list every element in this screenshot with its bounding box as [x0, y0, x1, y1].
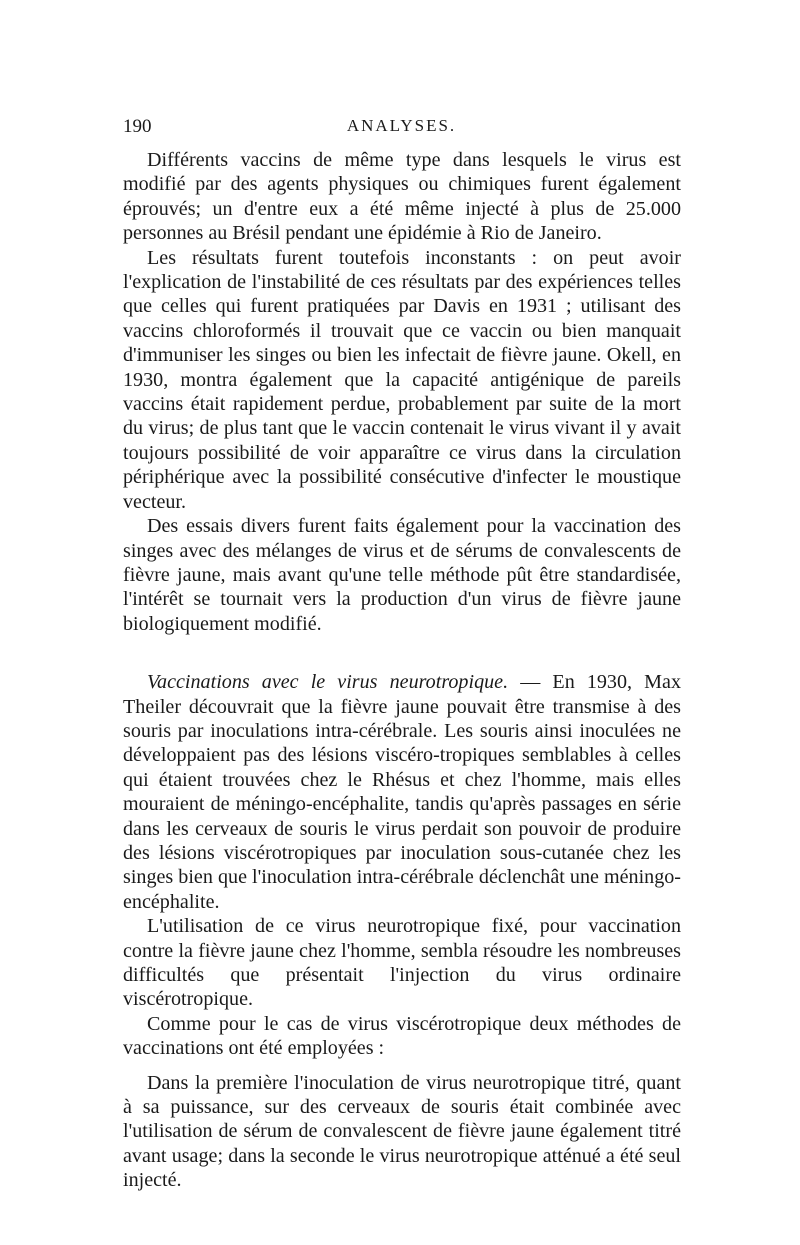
running-head: ANALYSES. [346, 116, 457, 135]
page-header [123, 116, 680, 142]
paragraph-resultats: Les résultats furent toutefois inconstants : on peut avoir l'explication de l'instabilité de ces résultats par des expériences telles que celles qui furent pratiquées par Davis en 1931 ; utilisant des vaccins chloroformés il trouvait que ce vaccin ou bien manquait d'immuniser les singes ou bien les infectait de fièvre jaune. Okell, en 1930, montra également que la capacité antigénique de pareils vaccins était rapidement perdue, probablement par suite de la mort du virus; de plus tant que le vaccin contenait le virus vivant il y avait toujours possibilité de voir apparaître ce virus dans la circulation périphérique avec la possibilité consécutive d'infecter le moustique vecteur. [123, 246, 681, 513]
paragraph-essais: Des essais divers furent faits également pour la vaccination des singes avec des mélanges de virus et de sérums de convalescents de fièvre jaune, mais avant qu'une telle méthode pût être standardisée, l'intérêt se tournait vers la production d'un virus de fièvre jaune biologiquement modifié. [123, 515, 681, 635]
section-lead-text: — En 1930, Max Theiler découvrait que la fièvre jaune pouvait être transmise à des souris par inoculations intra-cérébrale. Les souris ainsi inoculées ne développaient pas des lésions viscéro-tropiques semblables à celles qui étaient trouvées chez le Rhésus et chez l'homme, mais elles mouraient de méningo-encéphalite, tandis qu'après passages en série dans les cerveaux de souris le virus perdait son pouvoir de produire des lésions viscérotropiques par inoculation sous-cutanée chez les singes bien que l'inoculation intra-cérébrale déclenchât une méningo-encéphalite. [123, 671, 681, 913]
paragraph-methodes: Comme pour le cas de virus viscérotropique deux méthodes de vaccinations ont été employées : [123, 1012, 681, 1060]
section-paragraph-neurotropique [123, 670, 681, 914]
section-title: Vaccinations avec le virus neurotropique. [147, 671, 509, 694]
paragraph-utilisation: L'utilisation de ce virus neurotropique fixé, pour vaccination contre la fièvre jaune chez l'homme, sembla résoudre les nombreuses difficultés que présentait l'injection du virus ordinaire viscérotropique. [123, 915, 681, 1011]
paragraph-premiere: Dans la première l'inoculation de virus neurotropique titré, quant à sa puissance, sur des cerveaux de souris était combinée avec l'utilisation de sérum de convalescent de fièvre jaune également titré avant usage; dans la seconde le virus neurotropique atténué a été seul injecté. [123, 1071, 681, 1192]
paragraph-vaccins: Différents vaccins de même type dans lesquels le virus est modifié par des agents physiques ou chimiques furent également éprouvés; un d'entre eux a été même injecté à plus de 25.000 personnes au Brésil pendant une épidémie à Rio de Janeiro. [123, 149, 681, 245]
page-number: 190 [123, 116, 152, 137]
body-text [123, 148, 681, 1193]
